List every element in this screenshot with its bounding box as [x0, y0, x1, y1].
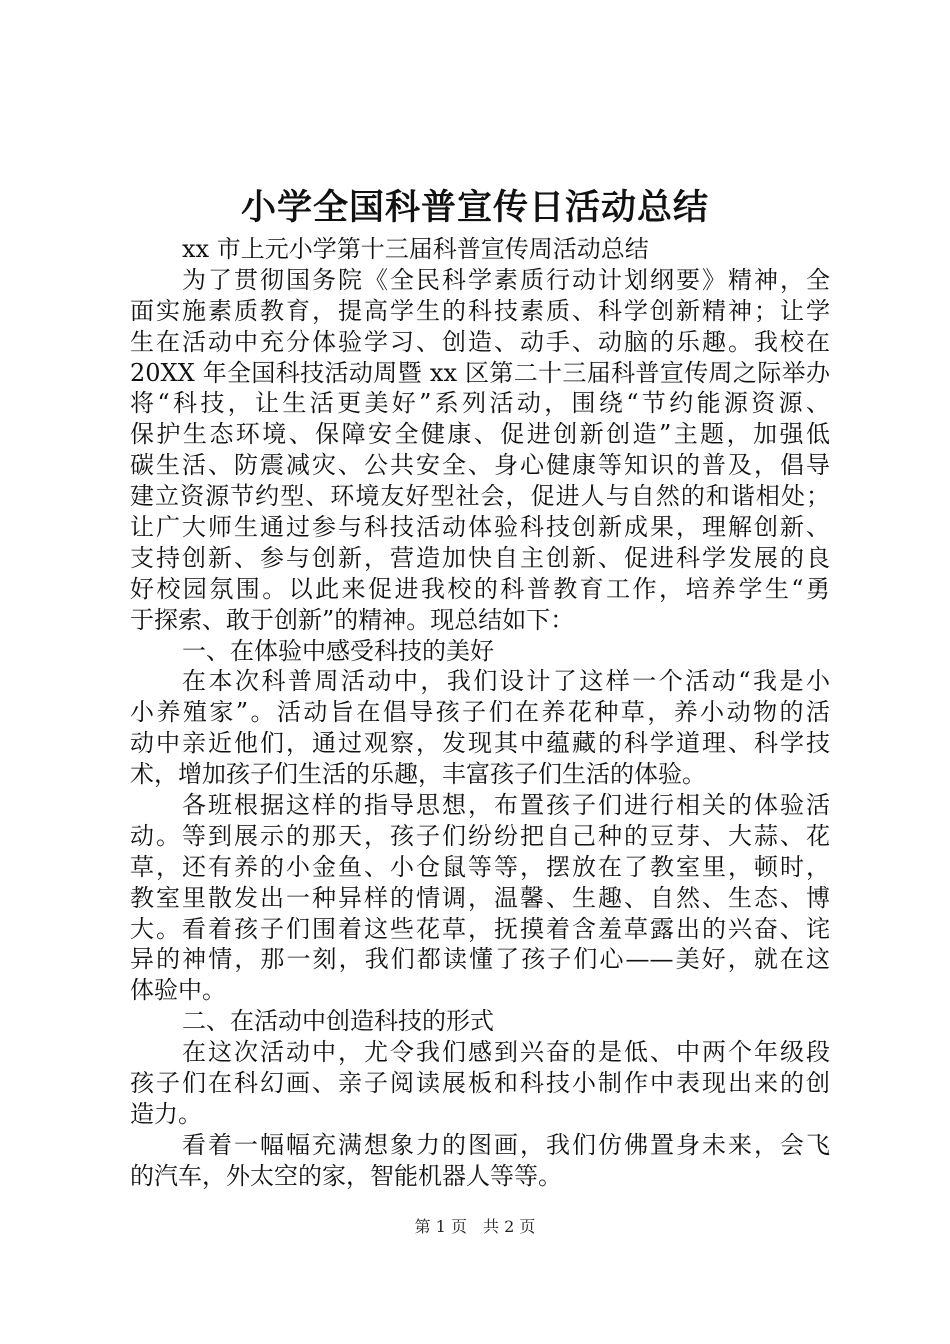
- paragraph-line: 生在活动中充分体验学习、创造、动手、动脑的乐趣。我校在: [130, 327, 830, 356]
- paragraph-line: 在本次科普周活动中，我们设计了这样一个活动“我是小: [182, 667, 830, 696]
- paragraph-line: 看着一幅幅充满想象力的图画，我们仿佛置身未来，会飞: [182, 1130, 830, 1159]
- paragraph-line: 碳生活、防震减灾、公共安全、身心健康等知识的普及，倡导: [130, 451, 830, 480]
- page-title: 小学全国科普宣传日活动总结: [240, 187, 709, 228]
- paragraph-line: 大。看着孩子们围着这些花草，抚摸着含羞草露出的兴奋、诧: [130, 914, 830, 943]
- paragraph-line: 将“科技，让生活更美好”系列活动，围绕“节约能源资源、: [130, 389, 830, 418]
- paragraph-line: 造力。: [130, 1099, 202, 1128]
- section-heading: 二、在活动中创造科技的形式: [182, 1007, 494, 1036]
- document-subtitle: xx 市上元小学第十三届科普宣传周活动总结: [182, 235, 649, 263]
- paragraph-line: 术，增加孩子们生活的乐趣，丰富孩子们生活的体验。: [130, 760, 706, 789]
- paragraph-line: 动。等到展示的那天，孩子们纷纷把自己种的豆芽、大蒜、花: [130, 821, 830, 850]
- page-total: 共 2 页: [483, 1217, 536, 1236]
- paragraph-line: 好校园氛围。以此来促进我校的科普教育工作，培养学生“勇: [130, 574, 830, 603]
- paragraph-line: 小养殖家”。活动旨在倡导孩子们在养花种草，养小动物的活: [130, 698, 830, 727]
- paragraph-line: 于探索、敢于创新”的精神。现总结如下：: [130, 605, 575, 634]
- document-body: [130, 234, 830, 1192]
- paragraph-line: 20XX 年全国科技活动周暨 xx 区第二十三届科普宣传周之际举办: [130, 358, 830, 387]
- paragraph-line: 孩子们在科幻画、亲子阅读展板和科技小制作中表现出来的创: [130, 1069, 830, 1098]
- paragraph-line: 各班根据这样的指导思想，布置孩子们进行相关的体验活: [182, 791, 830, 820]
- paragraph-line: 异的神情，那一刻，我们都读懂了孩子们心——美好，就在这: [130, 945, 830, 974]
- paragraph-line: 在这次活动中，尤令我们感到兴奋的是低、中两个年级段: [182, 1038, 830, 1067]
- paragraph-line: 建立资源节约型、环境友好型社会，促进人与自然的和谐相处；: [130, 482, 830, 511]
- paragraph-line: 体验中。: [130, 976, 226, 1005]
- paragraph-line: 支持创新、参与创新，营造加快自主创新、促进科学发展的良: [130, 543, 830, 572]
- paragraph-line: 的汽车，外太空的家，智能机器人等等。: [130, 1161, 562, 1190]
- paragraph-line: 让广大师生通过参与科技活动体验科技创新成果，理解创新、: [130, 513, 830, 542]
- page-footer: [0, 1216, 950, 1238]
- section-heading: 一、在体验中感受科技的美好: [182, 636, 494, 665]
- paragraph-line: 动中亲近他们，通过观察，发现其中蕴藏的科学道理、科学技: [130, 729, 830, 758]
- paragraph-line: 面实施素质教育，提高学生的科技素质、科学创新精神；让学: [130, 296, 830, 325]
- paragraph-line: 草，还有养的小金鱼、小仓鼠等等，摆放在了教室里，顿时，: [130, 852, 830, 881]
- paragraph-line: 保护生态环境、保障安全健康、促进创新创造”主题，加强低: [130, 420, 830, 449]
- paragraph-line: 教室里散发出一种异样的情调，温馨、生趣、自然、生态、博: [130, 883, 830, 912]
- paragraph-line: 为了贯彻国务院《全民科学素质行动计划纲要》精神，全: [182, 265, 830, 294]
- page-number: 第 1 页: [414, 1217, 467, 1236]
